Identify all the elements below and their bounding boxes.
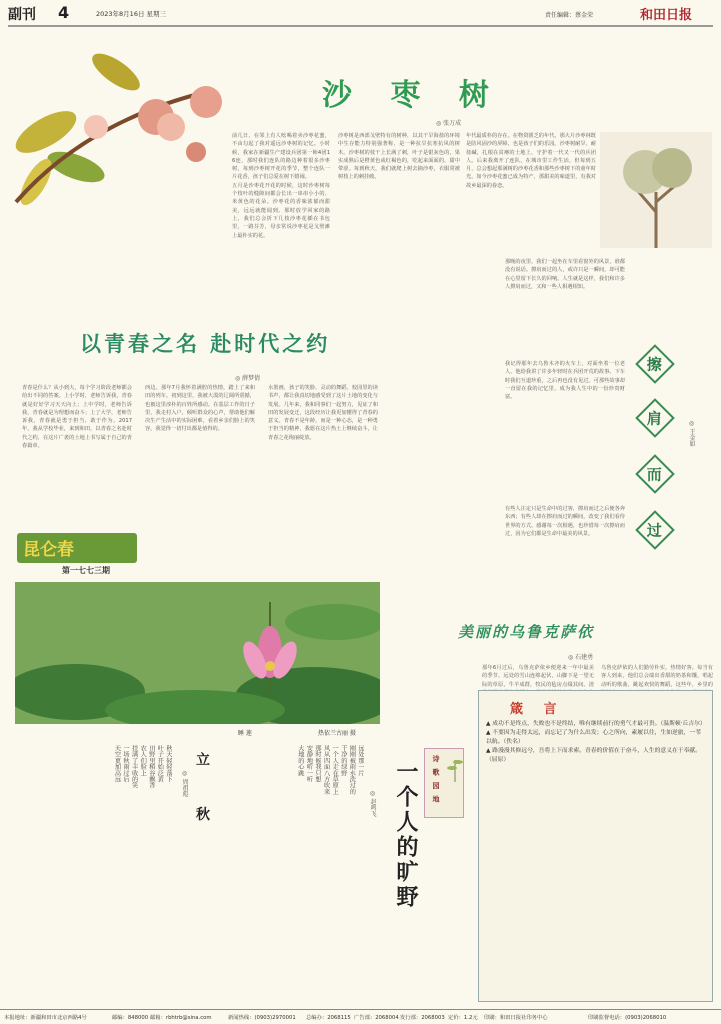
paragraph: 有些人注定只是生命中的过客，擦肩而过之后便各奔东西；有些人却在擦肩而过的瞬间，改变了我们看待世界的方式。感谢每一次相遇，也珍惜每一次擦肩而过，因为它们都是生命中最美的风景。 [505, 506, 625, 537]
poem-title-wilderness: 一个人的旷野 [393, 760, 419, 910]
paragraph: 水墨画，孩子的笑脸、灵动的舞蹈、校园里的读书声，都让我真切地感受到了这片土地的变化与发展。几年来，我和同事们一起努力，见证了和田的发展变迁，这段经历让我更加懂得了青春的意义。青春不是年龄，而是一种心态，是一种勇于担当的精神，我愿在这片热土上继续奋斗，让青春之花绚丽绽放。 [268, 385, 378, 441]
title-stamp-4: 过 [635, 510, 675, 550]
tree-illustration [600, 132, 712, 248]
page-number: 4 [58, 3, 70, 22]
shazao-column-3 [466, 132, 596, 248]
poem-wilderness-body: 远处那一片 刚刚被雨水洗过的 干净的绿野 一个人走在草原上 风从四面八方吹来 那时候我只想 安静地听一听 大地的心跳 [296, 745, 364, 795]
title-stamp-2: 肩 [635, 398, 675, 438]
paragraph: 西边。那年7月我怀着满腔的热情，踏上了来和田的列车。初到这里，我被大漠的辽阔所震撼，也被这里淳朴的百姓所感动。在基层工作的日子里，我走村入户，倾听群众的心声，帮助他们解决生产生活中的实际困难，看着乡亲们脸上的笑容，我觉得一切付出都是值得的。 [145, 385, 255, 433]
author-youth: ◎ 薛梦倩 [235, 375, 261, 382]
page-header [0, 0, 721, 26]
lotus-icon [15, 582, 380, 724]
paragraph: 五月是沙枣花开花的时候，这时沙枣树每个枝叶的缝隙间都会长出一串串小小的、米黄色的花朵。沙枣花的香味浓郁而甜美，远远就能闻到。那时放学回家的路上，我们总会折下几枝沙枣花插在书包里，一路芬芳，母亲常说沙枣花是戈壁滩上最朴实的花。 [232, 182, 330, 239]
article-title-beauty: 美丽的乌鲁克萨依 [458, 623, 595, 641]
kunlun-title: 昆仑春 [23, 540, 74, 560]
title-stamp-3: 而 [635, 454, 675, 494]
photo-credit: 热依兰古丽 摄 [318, 730, 356, 737]
poem-autumn-body: 秋天轻轻落下 叶子开始泛黄 田野里稻谷飘香 农人们脸上 挂满了丰收的笑 一场秋雨过后 天空更加高远 [113, 745, 172, 789]
footer-monitor: 印刷监督电话：(0903)2068010 [588, 1015, 667, 1021]
photo-caption: 睡 莲 [238, 730, 252, 737]
lotus-photo [15, 582, 380, 724]
footer-distribution: 发行部：2068003 [400, 1015, 445, 1021]
footer-phone: 新闻热线：(0903)2970001 [228, 1015, 296, 1021]
poetry-garden-badge [424, 748, 464, 818]
article-title-shazao: 沙 枣 树 [322, 78, 503, 113]
paragraph: 我记得那年去乌鲁木齐的火车上，对面坐着一位老人，他给我讲了许多年轻时在兵团开荒的故事。下车时我们互道珍重，之后再也没有见过。可那些故事却一直留在我的记忆里，成为我人生中的一份珍贵财富。 [505, 361, 625, 401]
paragraph: 青春是什么？从小到大，每个学习阶段老师都会给出不同的答案。上小学时，老师告诉我，青春就是好好学习天天向上；上中学时，老师告诉我，青春就是为理想而奋斗；上了大学，老师告诉我，青春就是勇于担当、敢于作为。2017年，我从学校毕业，来到和田，以青春之名赴时代之约，在这片广袤的土地上书写属于自己的青春篇章。 [22, 385, 132, 450]
footer-ads: 广告部：2068004 [354, 1015, 399, 1021]
kunlun-issue: 第一七七三期 [62, 566, 110, 575]
title-stamp-1: 擦 [635, 344, 675, 384]
youth-column-3 [268, 384, 378, 528]
footer-email: 邮箱：rbhtrb@sina.com [150, 1015, 212, 1021]
column-logo-kunlun [17, 533, 137, 563]
newspaper-logo: 和田日报 [640, 8, 693, 23]
quotes-list [486, 720, 706, 996]
footer-zip: 邮编：848000 [112, 1015, 149, 1021]
plant-icon [447, 752, 463, 782]
page-footer [0, 1009, 721, 1024]
youth-column-1 [22, 384, 132, 528]
quote-item: ▲ 路漫漫其修远兮，吾将上下而求索。青春的价值在于奋斗，人生的意义在于奉献。（屈原） [486, 748, 701, 763]
section-name: 副刊 [8, 7, 36, 23]
shoulder-column-1 [505, 258, 625, 354]
paragraph: 乌鲁克萨依的人们勤劳朴实，热情好客。每当有客人到来，他们总会端出香甜的奶茶和馕，唱起动听的歌曲，跳起欢快的舞蹈。这些年，乡里的 [601, 665, 713, 688]
tree-icon [600, 132, 712, 248]
author-wilderness: ◎ 赵鸣飞 [369, 790, 376, 817]
author-shoulder: ◎ 王金如 [688, 420, 695, 447]
shoulder-column-3 [505, 505, 625, 600]
author-beauty: ◎ 石建勇 [568, 654, 594, 661]
paragraph: 沙枣树是西部戈壁特有的树种，以其干旱海盐的环境中生存能力特别强著称，是一种抗旱抗寒抗风的树木。沙枣树的枝干上长满了刺，叶子是银灰色的，果实成熟后是橙黄色或红褐色的，吃起来面面的，甜中带涩。每到秋天，我们就爬上树去摘沙枣，衣服常被树枝上的刺挂破。 [338, 133, 460, 181]
paragraph: 前几日，在邻上有人吆喝着卖沙枣花蜜，不由勾起了我对遥远沙枣树的记忆。小时候，我家在新疆生产建设兵团第一师4团16连，那时我们连队的路边种着很多沙枣树，每到沙枣树开花的季节，整个连队一片花香，孩子们总爱在树下嬉闹。 [232, 133, 330, 181]
editor-credit: 责任编辑：蔡金荣 [545, 12, 594, 19]
blossom-icon [84, 86, 222, 162]
author-shazao: ◎ 张万成 [436, 120, 462, 127]
footer-printer: 印刷：和田日报社印务中心 [484, 1015, 548, 1021]
author-autumn: ◎ 周祖彪 [181, 770, 188, 797]
header-rule [8, 25, 713, 27]
article-title-youth: 以青春之名 赴时代之约 [80, 332, 331, 356]
paragraph: 年代最质朴的存在。在物资匮乏的年代，那大片沙枣林既是防风固沙的屏障，也是孩子们的乐园。沙枣树耐旱、耐盐碱，扎根在贫瘠的土地上，守护着一代又一代的兵团人。后来我离开了连队，在城市里工作生活，但每到五月，总会想起那满树的沙枣花香和那些沙枣树下的童年时光。如今沙枣花蜜已成为特产，那甜美的味道里，有我对故乡最深的眷恋。 [466, 133, 596, 189]
issue-date: 2023年8月16日 星期三 [96, 10, 167, 18]
footer-price: 定价：1.2元 [448, 1015, 478, 1021]
quote-item: ▲ 成功不是终点，失败也不是终结，唯有继续前行的勇气才最可贵。（温斯顿·丘吉尔） [486, 721, 706, 727]
paragraph: 那年6月过后，乌鲁克萨依乡便迎来一年中最美的季节。远处的雪山连绵起伏，山脚下是一望无际的草原，牛羊成群，牧民的毡房点缀其间。清 [482, 665, 594, 688]
shoulder-column-2 [505, 360, 625, 500]
poem-title-autumn: 立 秋 [194, 752, 210, 839]
shazao-column-2 [338, 132, 460, 380]
poetry-garden-label: 诗 歌 园 地 [432, 755, 440, 805]
footer-office: 总编办：2068115 [306, 1015, 351, 1021]
paragraph: 那晚的夜里，我们一起坐在车里看窗外的风景，谁都没有说话。擦肩而过的人，或许只是一瞬间，却可能在心里留下长久的回响。人生就是这样，我们和许多人擦肩而过，又和一些人相遇相知。 [505, 259, 625, 290]
flower-illustration [6, 32, 246, 212]
quote-item: ▲ 不要因为走得太远，而忘记了为什么出发；心之所向，素履以往，生如逆旅，一苇以航。（佚名） [486, 730, 701, 745]
quotes-title: 箴 言 [510, 702, 565, 717]
youth-column-2 [145, 384, 255, 528]
footer-address: 本报地址：新疆和田市北京西路4号 [4, 1015, 87, 1021]
